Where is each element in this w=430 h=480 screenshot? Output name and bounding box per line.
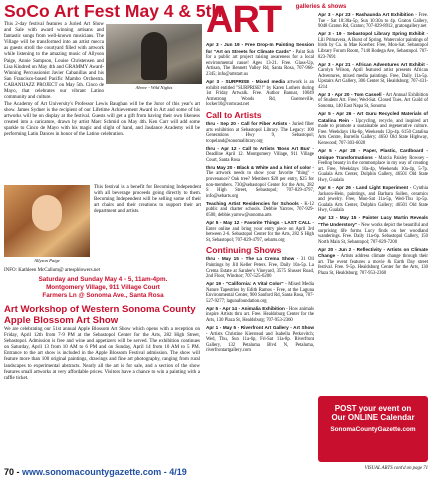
portrait-face [32,195,62,231]
listing-title: Apr 6 - Apr 26 - Land Light Experiment [318,184,409,190]
promo-line-1: POST your event on [334,404,412,413]
listing-title: Apr 3 - Jun 19 - Free Drop-In Painting Session for "Art on Streets for Climate Cards" [206,42,314,54]
listing-title: Apr 5 - Apr 14 - Animalia Exhibition [206,305,285,311]
post-event-promo[interactable] [318,396,428,462]
event-listing [318,111,428,147]
listing-details: - 31 Oil Paintings by Jill Keller Peters. Free, Daily 10a-5p. La Crema Estate at Saralee's Vineyard, 3575 Slusser Road, 2nd Floor, Windsor; 707-525-6200 [206,257,314,280]
event-listing [318,148,428,184]
listing-details: - How animals inspire Artists thru art. Free. Healdsburg Center for the Arts, 130 Plaza St, Healdsburg; 707-953-2360 [206,306,314,324]
benefit-paragraph: This festival is a benefit for Becoming Independent with all beverage proceeds going directly to them. Becoming Independent will be selling some of their art chairs and their creations to support their art department and artists. [94,185,201,215]
event-listing [318,92,428,110]
listing-details: - Artists Christine Kierstead and Isabella Petkovitch; Wed, Thu, Sun 11a-6p, Fri-Sat 11a-8p. Riverfront Gallery, 132 Petaluma Blvd N, Petaluma, riverfrontartgallery.com [206,331,314,354]
promo-line-2: Our ONLINE Calendar [331,413,415,422]
listing-title: Apr 3 - SURPRISE - Mixed media [206,78,286,84]
listing-title: Apr 19 - "California: A Vital Color" [206,281,284,287]
juror-paragraph: The Academy of Art University's Professor Lewis Baughan will be the Juror of this year's art show. James Sydner is the recipient of our Lifetime Achievement Award in Art and some of his artworks will be on display at the festival. Guests will get a gift from having their own likeness created into a caricature, drawn by artist Marc Schmid on May 4th. Ken Carr will add some sparkle to Cinco de Mayo with his magic and slight of hand, and Jasdance Academy will be performing Latin Dances in honor of the Latino celebration. [4,102,200,138]
listing-title: thru - Sep 20 - Call for Fiber Artists [206,120,288,126]
event-listing [206,220,314,243]
listing-title: Apr 3 - Apr 20 - Tom Cassell [318,91,382,97]
listing-details: - Cynthia Jackson-Hein, paintings, and Barbara Sullen, ceramics and jewelry. Free, Mon-Sat 11a-5p, Wed-Thu 1p-5p. Gualala Arts Center, Dolphin Gallery; 46501 Old State Hwy, Gualala [318,185,429,214]
logo-word: ART [206,0,282,41]
info-contact: INFO: Kathleen McCallum@ artesphlowers.net [4,268,100,273]
listing-title: Apr 3 - 19 - Sebastopol Library Spring Exhibit [318,31,425,37]
listing-title: Teaching Artist Residencies for Schools [206,200,299,206]
event-listing [206,146,314,164]
performer-figure [141,32,167,80]
event-listing [318,185,428,214]
listing-details: - Carolyn Wilson, April featured artist presents African Adventures, mixed media paintings. Free, Daily 11a-5p. Upstairs Art Gallery, 306 Center St, Healdsburg; 707-431-4214 [318,62,428,90]
listing-title: Apr 5 - Apr 28 - Paper, Plastic, Cardboard - Unique Transformations [318,148,428,160]
event-listing [206,165,314,200]
event-listing [206,42,314,78]
listing-details: - Enter online and bring your entry piece on April 3rd between 2-6. Sebastopol Center for the Arts, 282 S High St, Sebastopol; 707-829-4797, sebarts.org [206,220,314,243]
headline: SoCo Art Fest May 4 & 5th [4,1,223,21]
section-heading: Call to Artists [206,109,262,120]
event-listing [318,31,428,60]
listing-title: Apr 13 - May 15 - Painter Lucy Martin Reveals "The Understory" [318,215,428,227]
listing-title: Apr 1 - May 5 - Riverfront Art Gallery - Art Show [206,325,314,331]
listing-details: - K-12 public and charter schools. Debbie Yarrow, 707-929-0500, debbie.yarrow@sonoma.arts [206,201,314,218]
listing-details: - Art Annual Exhibition of Student Art. Free; Wed-Sat. Closed Tues. Art Guild of Sonoma, 140 East Napa St, Sonoma [318,92,428,110]
listing-title: Apr 5 - May 12 - Favorite Things - LAST CALL [206,219,311,225]
event-listing [206,79,314,108]
gallery-column-2 [318,12,428,278]
listing-title: thru - May 15 - The La Crema Show [206,256,295,262]
listing-title: Apr 3 - Apr 21 - African Adventures Art Exhibit [318,61,425,67]
footer-url[interactable]: www.sonomacountygazette.com - 4/19 [22,467,187,477]
listing-title: thru May 20 - Black & White and a hint of color [206,164,312,170]
page-footer [4,467,187,477]
allyson-paige-caption: Allyson Paige [34,258,60,263]
listing-details: - Artists address climate change through their art. The event features a movie & Earth Day street festival. Free. 9-5p. Healdsburg Center for the Arts, 130 Plaza St, Healdsburg; 707-953-2360 [318,254,428,277]
intro-paragraph: This 2-day festival features a Juried Art Show and Sale with award winning artisans and fantastic songs from well-known musicians. The Village will be transformed into an artist mecca as guests stroll the courtyard filled with artwork while listening to the amazing music of Allyson Paige, Annie Sampson, Louise Christensen and Lisa Kindred on May 4th and GRAMMY Award-Winning Percussionist Javier Cabanillas and his San Francisco-based Pacific Mambo Orchestra. CABANIJAZZ PROJECT on May 5th. Cinco de Mayo, that celebrates our vibrant Latino community and culture. [4,22,104,101]
listing-details: - Deadline April 12. Montgomery Village, 911 Village Court, Santa Rosa [206,146,314,163]
gallery-column-1 [206,42,314,355]
listing-details: - Lili Primavera, A Burst of Spring. Watercolor paintings of birds by Ca. in Mae Koerber. Free, Mon-Sat. Sebastopol Library Forum Room, 7140 Bodega Ave, Sebastopol. 707-823-7691 [318,32,429,60]
event-listing [206,306,314,324]
event-listing [206,325,314,354]
listing-details: - Marcia Paisley Rowsey - Feeling beauty in the commonplace in my way of creating art. Free, Weekdays 10a-4p, Weekends 10a-4p, 5-7p. Gualala Arts Center, Dolphin Gallery, 46501 Old State Hwy, Gualala [318,155,428,183]
art-workshop-body: We are celebrating our 51st annual Apple Blossom Art Show which opens with a reception on Friday, April 12th from 7-9 PM at the Sebastopol Center for the Arts, 282 High Street, Sebastopol. Admission is free and wine and appetizers will be served. The exhibition continues on Saturday, April 13 from 10 AM to 6 PM and on Sunday, April 14 from 10 AM to 5 PM. Entrance to the art show is included in the Apple Blossom Festival admission. The show will feature more than 100 original paintings, drawings and fine art photography, ranging from rural landscapes to experimental abstracts. Nearly all the art is for sale, and a section of the show features small artworks at very affordable prices. Visitors have a chance to win a painting with a raffle ticket. [4,327,200,381]
listing-details: - Upcycling, recycle, and inspired art made to promote a sustainable and regenerative culture. Free. Weekdays 10a-6p, Weekends 12p-4p. 6150 Catalina Arts Centre, Burrello Gallery; 4650 Old State Highway, Kenwood; 707-303-6020 [318,118,428,147]
event-listing [206,281,314,304]
listing-details: artwork is an exhibit entitled "SURPRISE!!" by Karen Lothers during 1st Friday Artwalk. Free. Author Bannat, 10049 Armstrong Woods Rd, Guerneville, locker10@comcast.net [206,79,314,108]
event-listing [318,62,428,91]
event-listing [318,247,428,277]
listing-title: Apr 5 - Apr 26 - Art Guru Recycled Materials of Catalina Rein [318,111,428,123]
section-heading: Continuing Shows [206,245,282,256]
listing-details: - Mixed Media Nature Tapestries by Edith Ramos - Free, at the Laguna Environmental Center, 900 Sanford Rd, Santa Rosa, 707-527-9277; lagunafoundation.org [206,282,314,304]
event-listing [206,201,314,219]
event-info [4,276,202,300]
event-listing [206,256,314,279]
promo-url[interactable]: SonomaCountyGazette.com [330,426,416,433]
event-listing [318,215,428,245]
listing-details: - New works depict the beautiful and surprising life forms Lucy finds on her woodland wanderings. Free. Daily 11a-6p. Sebastopol Gallery, 150 North Main St, Sebastopol; 707-829-7200 [318,222,428,245]
listing-title: thru - Apr 12 - Call to Artists 'Boss Art Bus' [206,145,311,151]
wild-nights-photo [106,24,202,84]
event-dates: Saturday and Sunday May 4 - 5, 11am-4pm. [38,276,168,283]
listing-details: - Juried fiber arts exhibition at Sebastopol Library. The Legacy: 100 Generations Hwy 9, Sebastopol; tcopeland@sonomalibrary.org [206,121,314,144]
logo-subtitle: galleries & shows [295,4,347,10]
event-listing [206,121,314,144]
listing-details: - The artwork needs to show your favorite "thing" - provenance? Oak tree? Members $20 per entry, $25 for non-members. 730@sebastopol Center for the Arts, 282 S High Street, Sebastopol; 707-829-4797, info@sebarts.org [206,165,314,199]
continued-note: VISUAL ARTS cont'd on page 71 [364,466,428,471]
listing-details: - Paint Sub for a public art project raising awareness for a local environmental cause! Ages 13-21. Free. Glass-Up, Artisan, The Bennett Valley Rd, Santa Rosa, 707-966-2345; info@artstart.us [206,49,314,77]
page-number: 70 - [4,467,23,477]
event-listing [318,12,428,30]
listing-title: Apr 3 - Apr 23 - Rashaunda Art Exhibition [318,12,414,17]
art-workshop-title: Art Workshop of Western Sonoma County Apple Blossom Art Show [4,304,196,326]
listing-details: - Free. Tue - Sat 10:30a-5p, Sun 10:30a to 4p. Graton Gallery, 9048 Graton Rd, Graton; 707-829-8912, gratongallery.net [318,13,428,30]
wild-nights-caption: Above - Wild Nights [135,85,173,90]
event-venue: Montgomery Village, 911 Village Court [46,284,160,291]
listing-title: Apr 20 - Jun 2 - Reflectivity - Artists on Climate Change [318,246,428,259]
event-address: Farmers Ln @ Sonoma Ave., Santa Rosa [42,292,164,299]
allyson-paige-photo [4,185,90,257]
